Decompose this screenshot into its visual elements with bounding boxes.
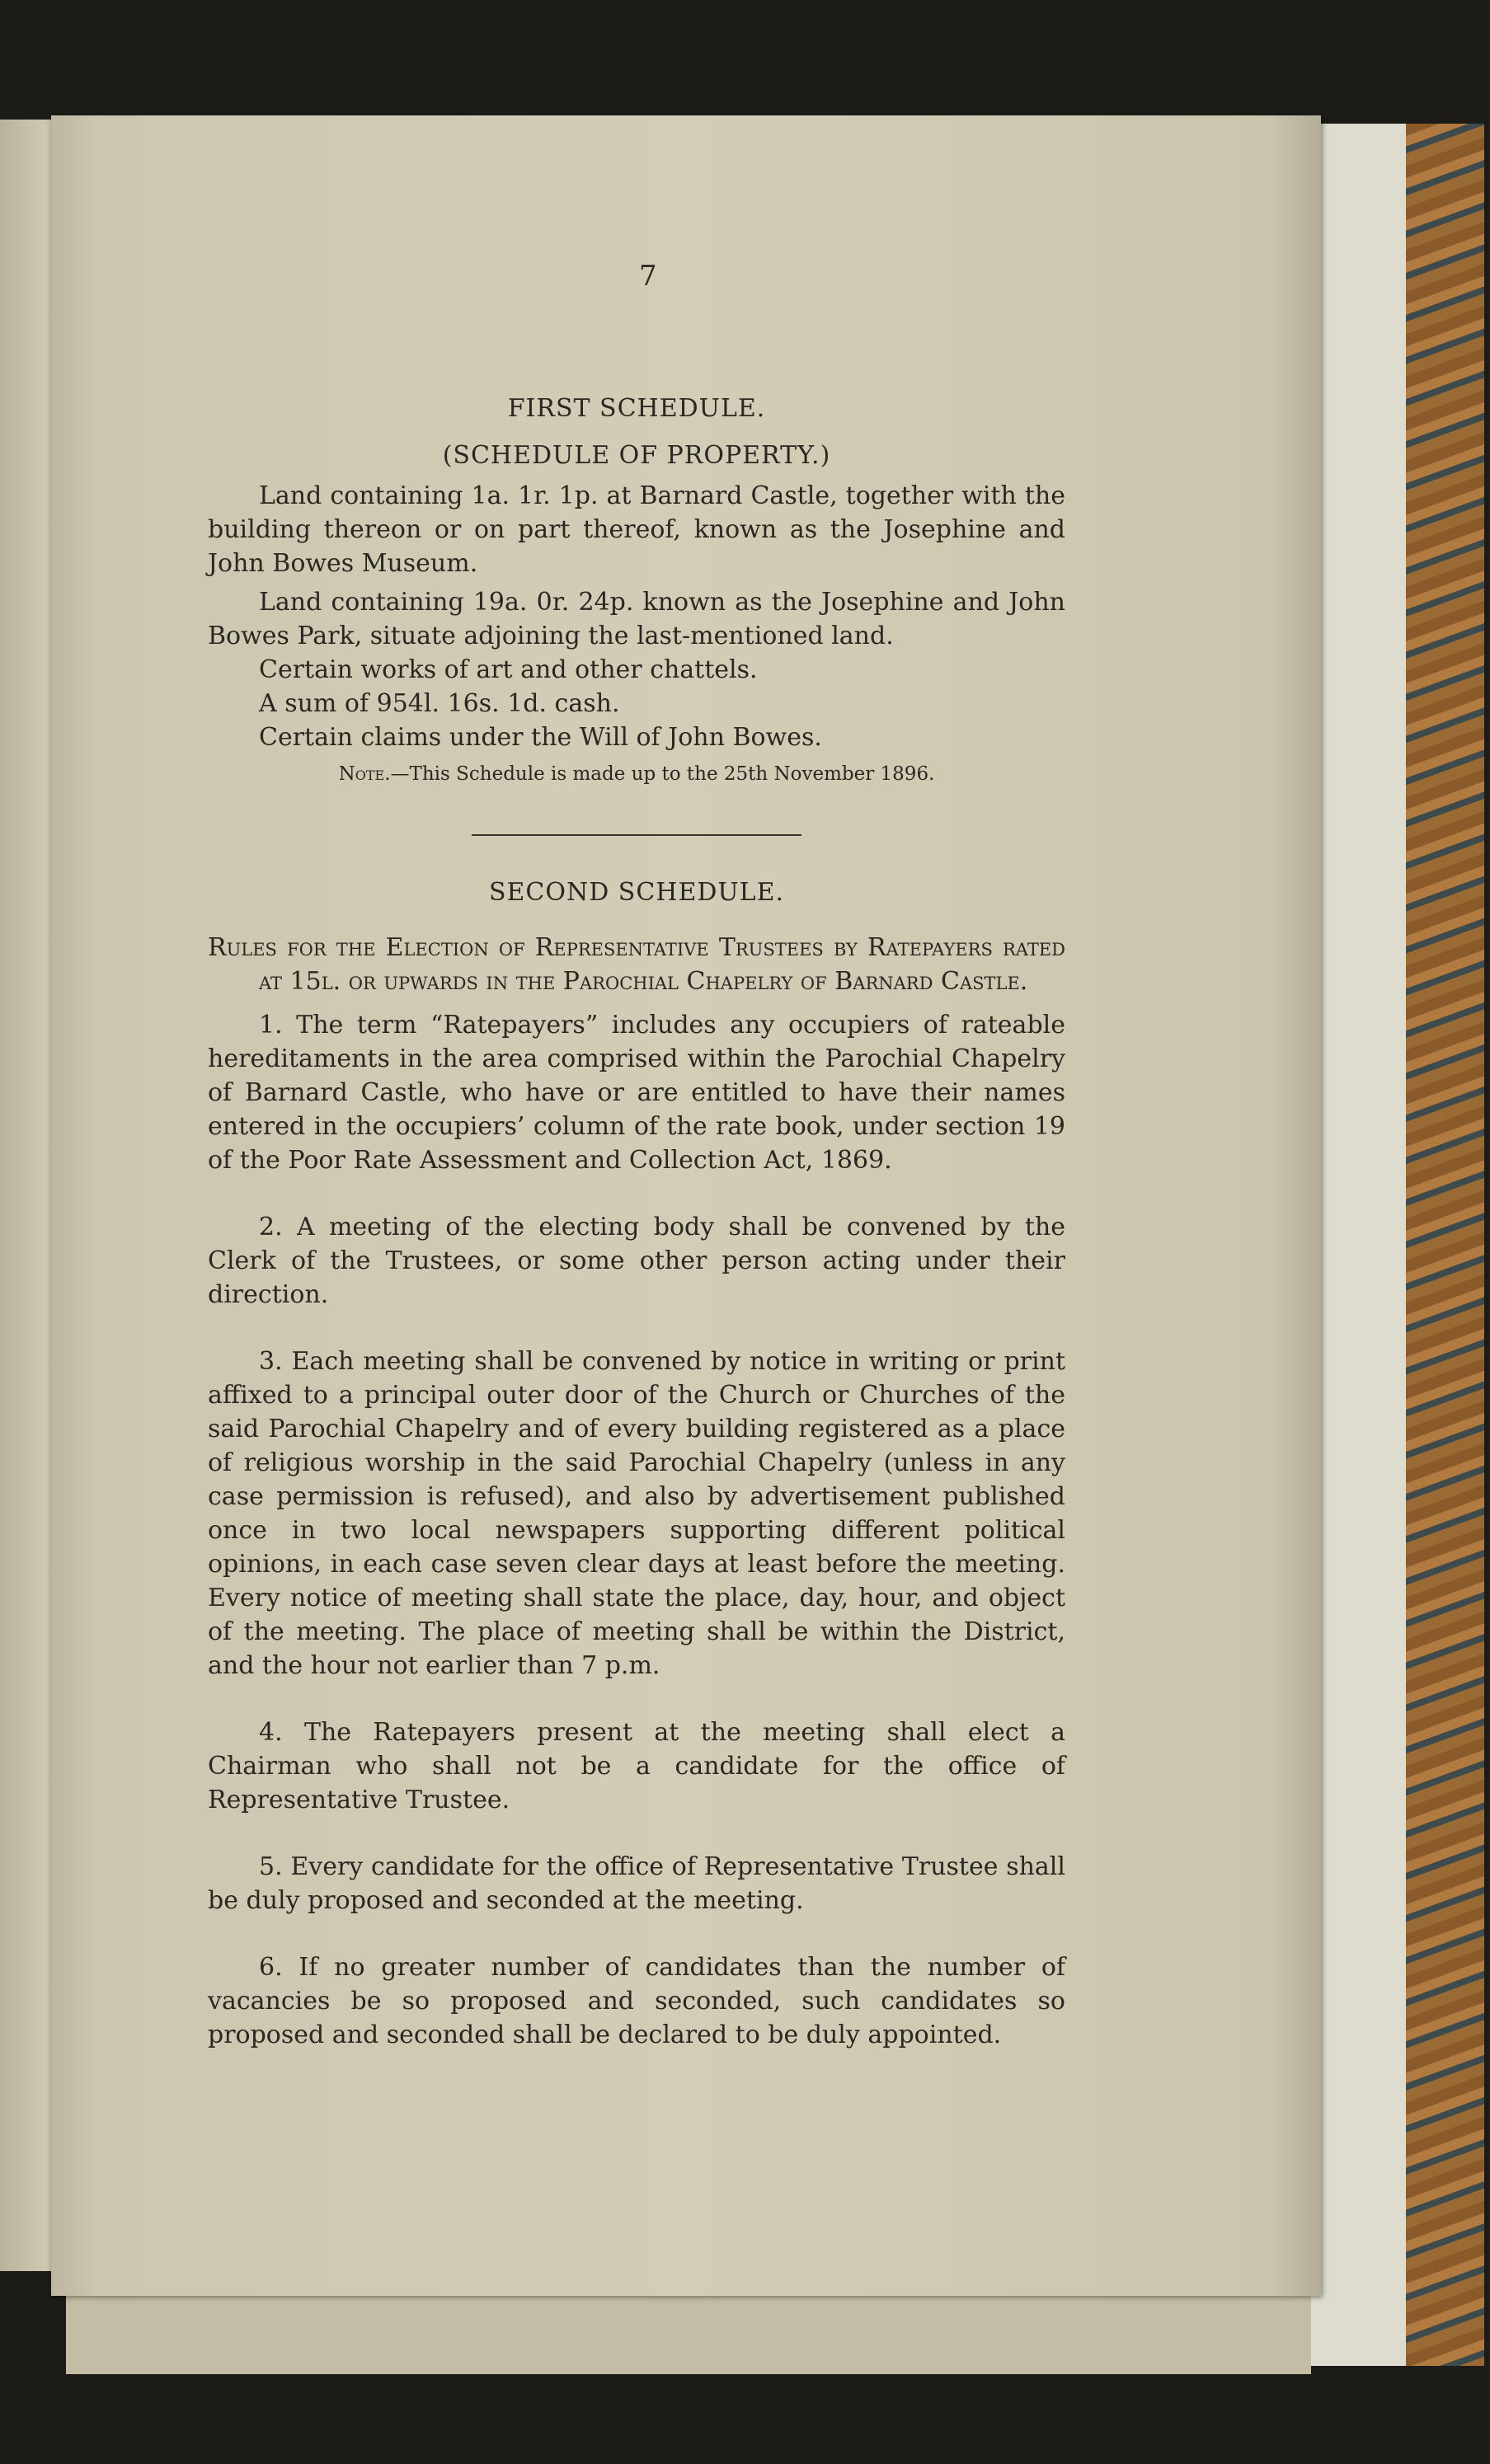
page-number: 7 [639,260,657,293]
note-text: —This Schedule is made up to the 25th November 1896. [390,763,935,785]
property-item: A sum of 954l. 16s. 1d. cash. [259,689,620,718]
property-item: Land containing 1a. 1r. 1p. at Barnard Castle, together with the building thereon or on part thereof, known as the Josephine and John Bowes Museum. [208,481,1065,578]
property-item: Certain claims under the Will of John Bowes. [259,723,822,752]
rule-4: 4. The Ratepayers present at the meeting shall elect a Chairman who shall not be a candidate for the office of Representative Trustee. [208,1718,1065,1814]
rule-2: 2. A meeting of the electing body shall be convened by the Clerk of the Trustees, or some other person acting under their direction. [208,1213,1065,1309]
property-item: Certain works of art and other chattels. [259,655,758,684]
schedule-note [208,758,1065,791]
rule-1: 1. The term “Ratepayers” includes any occupiers of rateable hereditaments in the area comprised within the Parochial Chapelry of Barnard Castle, who have or are entitled to have their names entered in the occupiers’ column of the rate book, under section 19 of the Poor Rate Assessment and Collection Act, 1869. [208,1011,1065,1175]
rules-heading: Rules for the Election of Representative Trustees by Ratepayers rated at 15l. or upwards in the Parochial Chapelry of Barnard Castle. [208,933,1065,996]
rule-6: 6. If no greater number of candidates than the number of vacancies be so proposed and seconded, such candidates so proposed and seconded shall be declared to be duly appointed. [208,1953,1065,2049]
section-divider [472,834,801,836]
first-schedule-title: FIRST SCHEDULE. [507,394,766,423]
property-item: Land containing 19a. 0r. 24p. known as the Josephine and John Bowes Park, situate adjoining the last-mentioned land. [208,588,1065,650]
first-schedule-subtitle: (SCHEDULE OF PROPERTY.) [442,441,831,470]
note-label: Note. [338,763,391,785]
rule-3: 3. Each meeting shall be convened by notice in writing or print affixed to a principal outer door of the Church or Churches of the said Parochial Chapelry and of every building registered as a place of religious worship in the said Parochial Chapelry (unless in any case permission is refused), and also by advertisement published once in two local newspapers supporting different political opinions, in each case seven clear days at least before the meeting. Every notice of meeting shall state the place, day, hour, and object of the meeting. The place of meeting shall be within the District, and the hour not earlier than 7 p.m. [208,1347,1065,1680]
document-page [51,115,1321,2296]
marbled-cover-board [1406,124,1484,2366]
rule-5: 5. Every candidate for the office of Representative Trustee shall be duly proposed and seconded at the meeting. [208,1852,1065,1915]
second-schedule-title: SECOND SCHEDULE. [488,878,785,907]
page-text [208,115,1065,2085]
